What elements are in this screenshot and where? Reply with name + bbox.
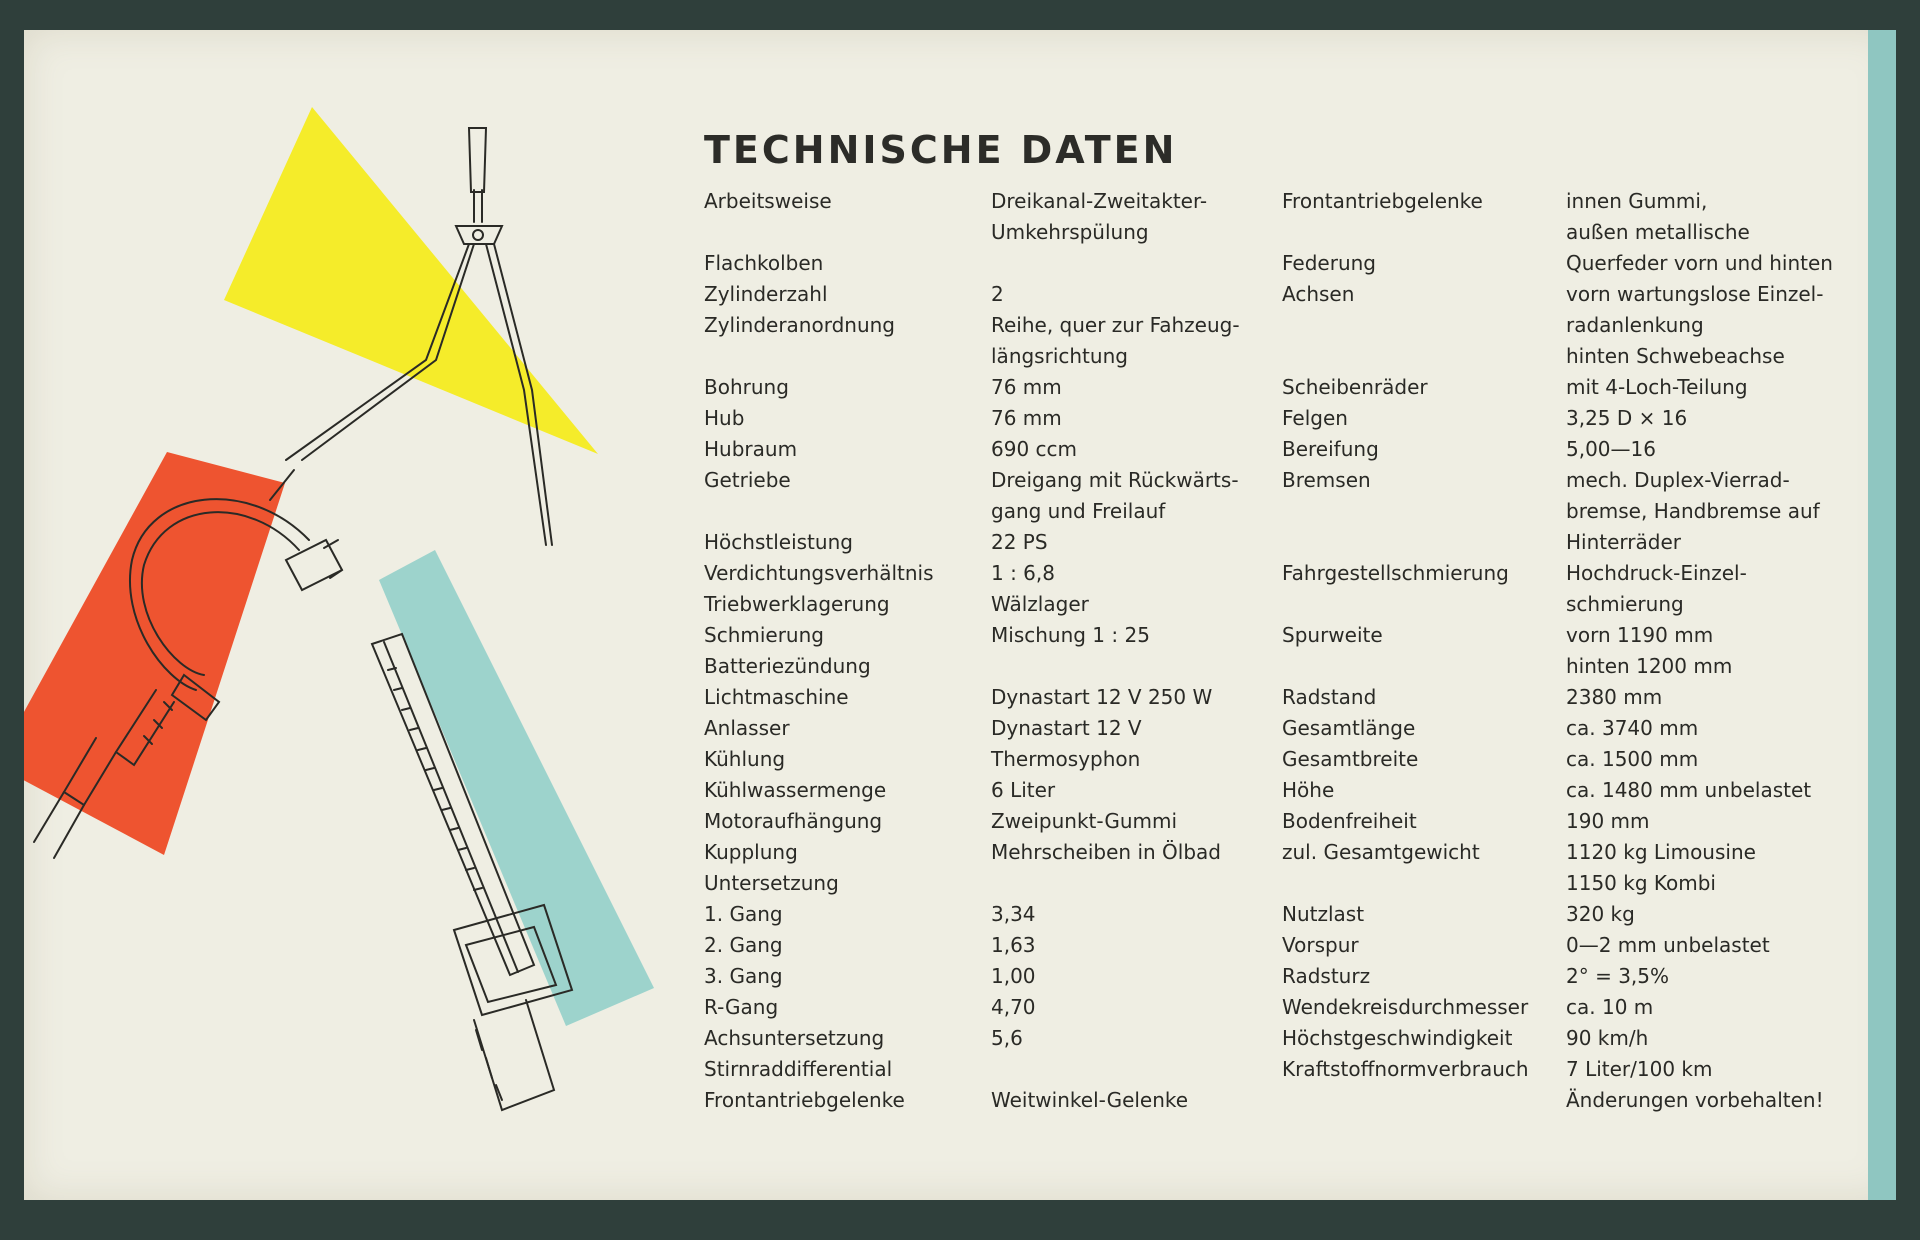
spec-line: Hubraum: [704, 437, 798, 461]
spec-line: Kühlwassermenge: [704, 778, 887, 802]
spec-line: Felgen: [1282, 406, 1348, 430]
spec-line: radanlenkung: [1566, 313, 1704, 337]
spec-line: ca. 1480 mm unbelastet: [1566, 778, 1812, 802]
teal-bar-shape: [379, 550, 654, 1026]
spec-line: Thermosyphon: [991, 747, 1141, 771]
spec-line: zul. Gesamtgewicht: [1282, 840, 1480, 864]
spec-line: 190 mm: [1566, 809, 1650, 833]
spec-line: Hochdruck-Einzel-: [1566, 561, 1747, 585]
spec-line: ca. 1500 mm: [1566, 747, 1699, 771]
spec-line: Querfeder vorn und hinten: [1566, 251, 1833, 275]
spec-line: Kraftstoffnormverbrauch: [1282, 1057, 1529, 1081]
spec-column-2: [991, 186, 1240, 1116]
spec-line: mit 4-Loch-Teilung: [1566, 375, 1748, 399]
spec-line: Kühlung: [704, 747, 786, 771]
spec-line: Dynastart 12 V 250 W: [991, 685, 1213, 709]
spec-line: Bremsen: [1282, 468, 1371, 492]
spec-line: 2380 mm: [1566, 685, 1663, 709]
spec-line: Getriebe: [704, 468, 791, 492]
spec-line: Stirnraddifferential: [704, 1057, 893, 1081]
tools-illustration: [24, 30, 724, 1200]
spec-line: gang und Freilauf: [991, 499, 1166, 523]
spec-line: Zylinderzahl: [704, 282, 828, 306]
spec-line: R-Gang: [704, 995, 779, 1019]
spec-line: Höchstgeschwindigkeit: [1282, 1026, 1513, 1050]
spec-line: [1282, 868, 1529, 899]
spec-line: Frontantriebgelenke: [704, 1088, 905, 1112]
spec-line: Gesamtbreite: [1282, 747, 1419, 771]
spec-line: ca. 10 m: [1566, 995, 1654, 1019]
spec-line: Schmierung: [704, 623, 824, 647]
spec-line: Frontantriebgelenke: [1282, 189, 1483, 213]
spec-line: 1 : 6,8: [991, 561, 1055, 585]
spec-line: [1282, 341, 1529, 372]
spec-line: [704, 496, 934, 527]
spec-line: Hub: [704, 406, 745, 430]
spec-line: 0—2 mm unbelastet: [1566, 933, 1770, 957]
spec-line: Wälzlager: [991, 592, 1089, 616]
spec-line: Höchstleistung: [704, 530, 853, 554]
spec-line: ca. 3740 mm: [1566, 716, 1699, 740]
spec-line: 3,25 D × 16: [1566, 406, 1688, 430]
spec-line: Fahrgestellschmierung: [1282, 561, 1509, 585]
spec-line: Kupplung: [704, 840, 798, 864]
spec-line: 1120 kg Limousine: [1566, 840, 1756, 864]
spec-line: Dynastart 12 V: [991, 716, 1142, 740]
spec-line: Arbeitsweise: [704, 189, 832, 213]
spec-line: [1282, 310, 1529, 341]
spec-line: 1150 kg Kombi: [1566, 871, 1716, 895]
spec-line: Radsturz: [1282, 964, 1371, 988]
spec-line: 690 ccm: [991, 437, 1078, 461]
spec-line: Zylinderanordnung: [704, 313, 896, 337]
spec-line: Batteriezündung: [704, 654, 871, 678]
spec-line: 76 mm: [991, 375, 1062, 399]
spec-line: 76 mm: [991, 406, 1062, 430]
spec-line: Umkehrspülung: [991, 220, 1149, 244]
spec-line: 22 PS: [991, 530, 1048, 554]
spec-line: [704, 217, 934, 248]
spec-line: Motoraufhängung: [704, 809, 883, 833]
spec-line: innen Gummi,: [1566, 189, 1708, 213]
spec-line: 7 Liter/100 km: [1566, 1057, 1713, 1081]
spec-line: [1282, 589, 1529, 620]
spec-line: [991, 868, 1240, 899]
spec-line: Wendekreisdurchmesser: [1282, 995, 1529, 1019]
spec-line: [1282, 651, 1529, 682]
page-edge-strip: [1868, 30, 1896, 1200]
spec-line: Mischung 1 : 25: [991, 623, 1150, 647]
spec-line: Höhe: [1282, 778, 1335, 802]
spec-line: Dreigang mit Rückwärts-: [991, 468, 1239, 492]
spec-line: Radstand: [1282, 685, 1377, 709]
spec-line: 3,34: [991, 902, 1036, 926]
spec-line: 6 Liter: [991, 778, 1056, 802]
spec-line: Änderungen vorbehalten!: [1566, 1088, 1824, 1112]
spec-column-1: [704, 186, 934, 1116]
spec-line: [991, 248, 1240, 279]
spec-line: vorn wartungslose Einzel-: [1566, 282, 1824, 306]
spec-line: [1282, 527, 1529, 558]
spec-line: Zweipunkt-Gummi: [991, 809, 1178, 833]
spec-line: vorn 1190 mm: [1566, 623, 1714, 647]
spec-line: 2: [991, 282, 1004, 306]
spec-column-4: [1566, 186, 1833, 1116]
spec-line: Lichtmaschine: [704, 685, 849, 709]
spec-line: Nutzlast: [1282, 902, 1365, 926]
spec-line: Flachkolben: [704, 251, 824, 275]
brochure-page: [24, 30, 1896, 1200]
spec-line: Bohrung: [704, 375, 789, 399]
spec-line: Mehrscheiben in Ölbad: [991, 840, 1221, 864]
spec-line: Untersetzung: [704, 871, 839, 895]
spec-line: mech. Duplex-Vierrad-: [1566, 468, 1790, 492]
spec-line: 2° = 3,5%: [1566, 964, 1670, 988]
spec-line: schmierung: [1566, 592, 1684, 616]
spec-line: Verdichtungsverhältnis: [704, 561, 934, 585]
spec-line: Gesamtlänge: [1282, 716, 1416, 740]
spec-line: Bodenfreiheit: [1282, 809, 1417, 833]
page-title: TECHNISCHE DATEN: [704, 128, 1178, 172]
spec-column-3: [1282, 186, 1529, 1116]
spec-line: außen metallische: [1566, 220, 1750, 244]
spec-line: 5,6: [991, 1026, 1023, 1050]
spec-line: 2. Gang: [704, 933, 783, 957]
spec-line: 1,00: [991, 964, 1036, 988]
spec-line: Achsen: [1282, 282, 1355, 306]
spec-line: [991, 651, 1240, 682]
spec-line: Bereifung: [1282, 437, 1379, 461]
spec-line: 1. Gang: [704, 902, 783, 926]
spec-line: 3. Gang: [704, 964, 783, 988]
spec-line: Hinterräder: [1566, 530, 1681, 554]
spec-line: 4,70: [991, 995, 1036, 1019]
spec-line: 5,00—16: [1566, 437, 1656, 461]
spec-line: Reihe, quer zur Fahzeug-: [991, 313, 1240, 337]
spec-line: 320 kg: [1566, 902, 1635, 926]
spec-line: Weitwinkel-Gelenke: [991, 1088, 1189, 1112]
spec-line: Dreikanal-Zweitakter-: [991, 189, 1208, 213]
spec-line: [991, 1054, 1240, 1085]
spec-line: 1,63: [991, 933, 1036, 957]
spec-line: Federung: [1282, 251, 1376, 275]
spec-line: Scheibenräder: [1282, 375, 1428, 399]
spec-line: 90 km/h: [1566, 1026, 1649, 1050]
spec-line: [704, 341, 934, 372]
spec-line: hinten 1200 mm: [1566, 654, 1733, 678]
spec-line: längsrichtung: [991, 344, 1128, 368]
spec-line: hinten Schwebeachse: [1566, 344, 1785, 368]
spec-line: Vorspur: [1282, 933, 1359, 957]
spec-line: [1282, 1085, 1529, 1116]
spec-line: Spurweite: [1282, 623, 1383, 647]
spec-line: Triebwerklagerung: [704, 592, 890, 616]
spec-line: bremse, Handbremse auf: [1566, 499, 1820, 523]
spec-line: Achsuntersetzung: [704, 1026, 885, 1050]
spec-line: Anlasser: [704, 716, 790, 740]
yellow-triangle-shape: [224, 107, 598, 454]
spec-line: [1282, 496, 1529, 527]
spec-line: [1282, 217, 1529, 248]
